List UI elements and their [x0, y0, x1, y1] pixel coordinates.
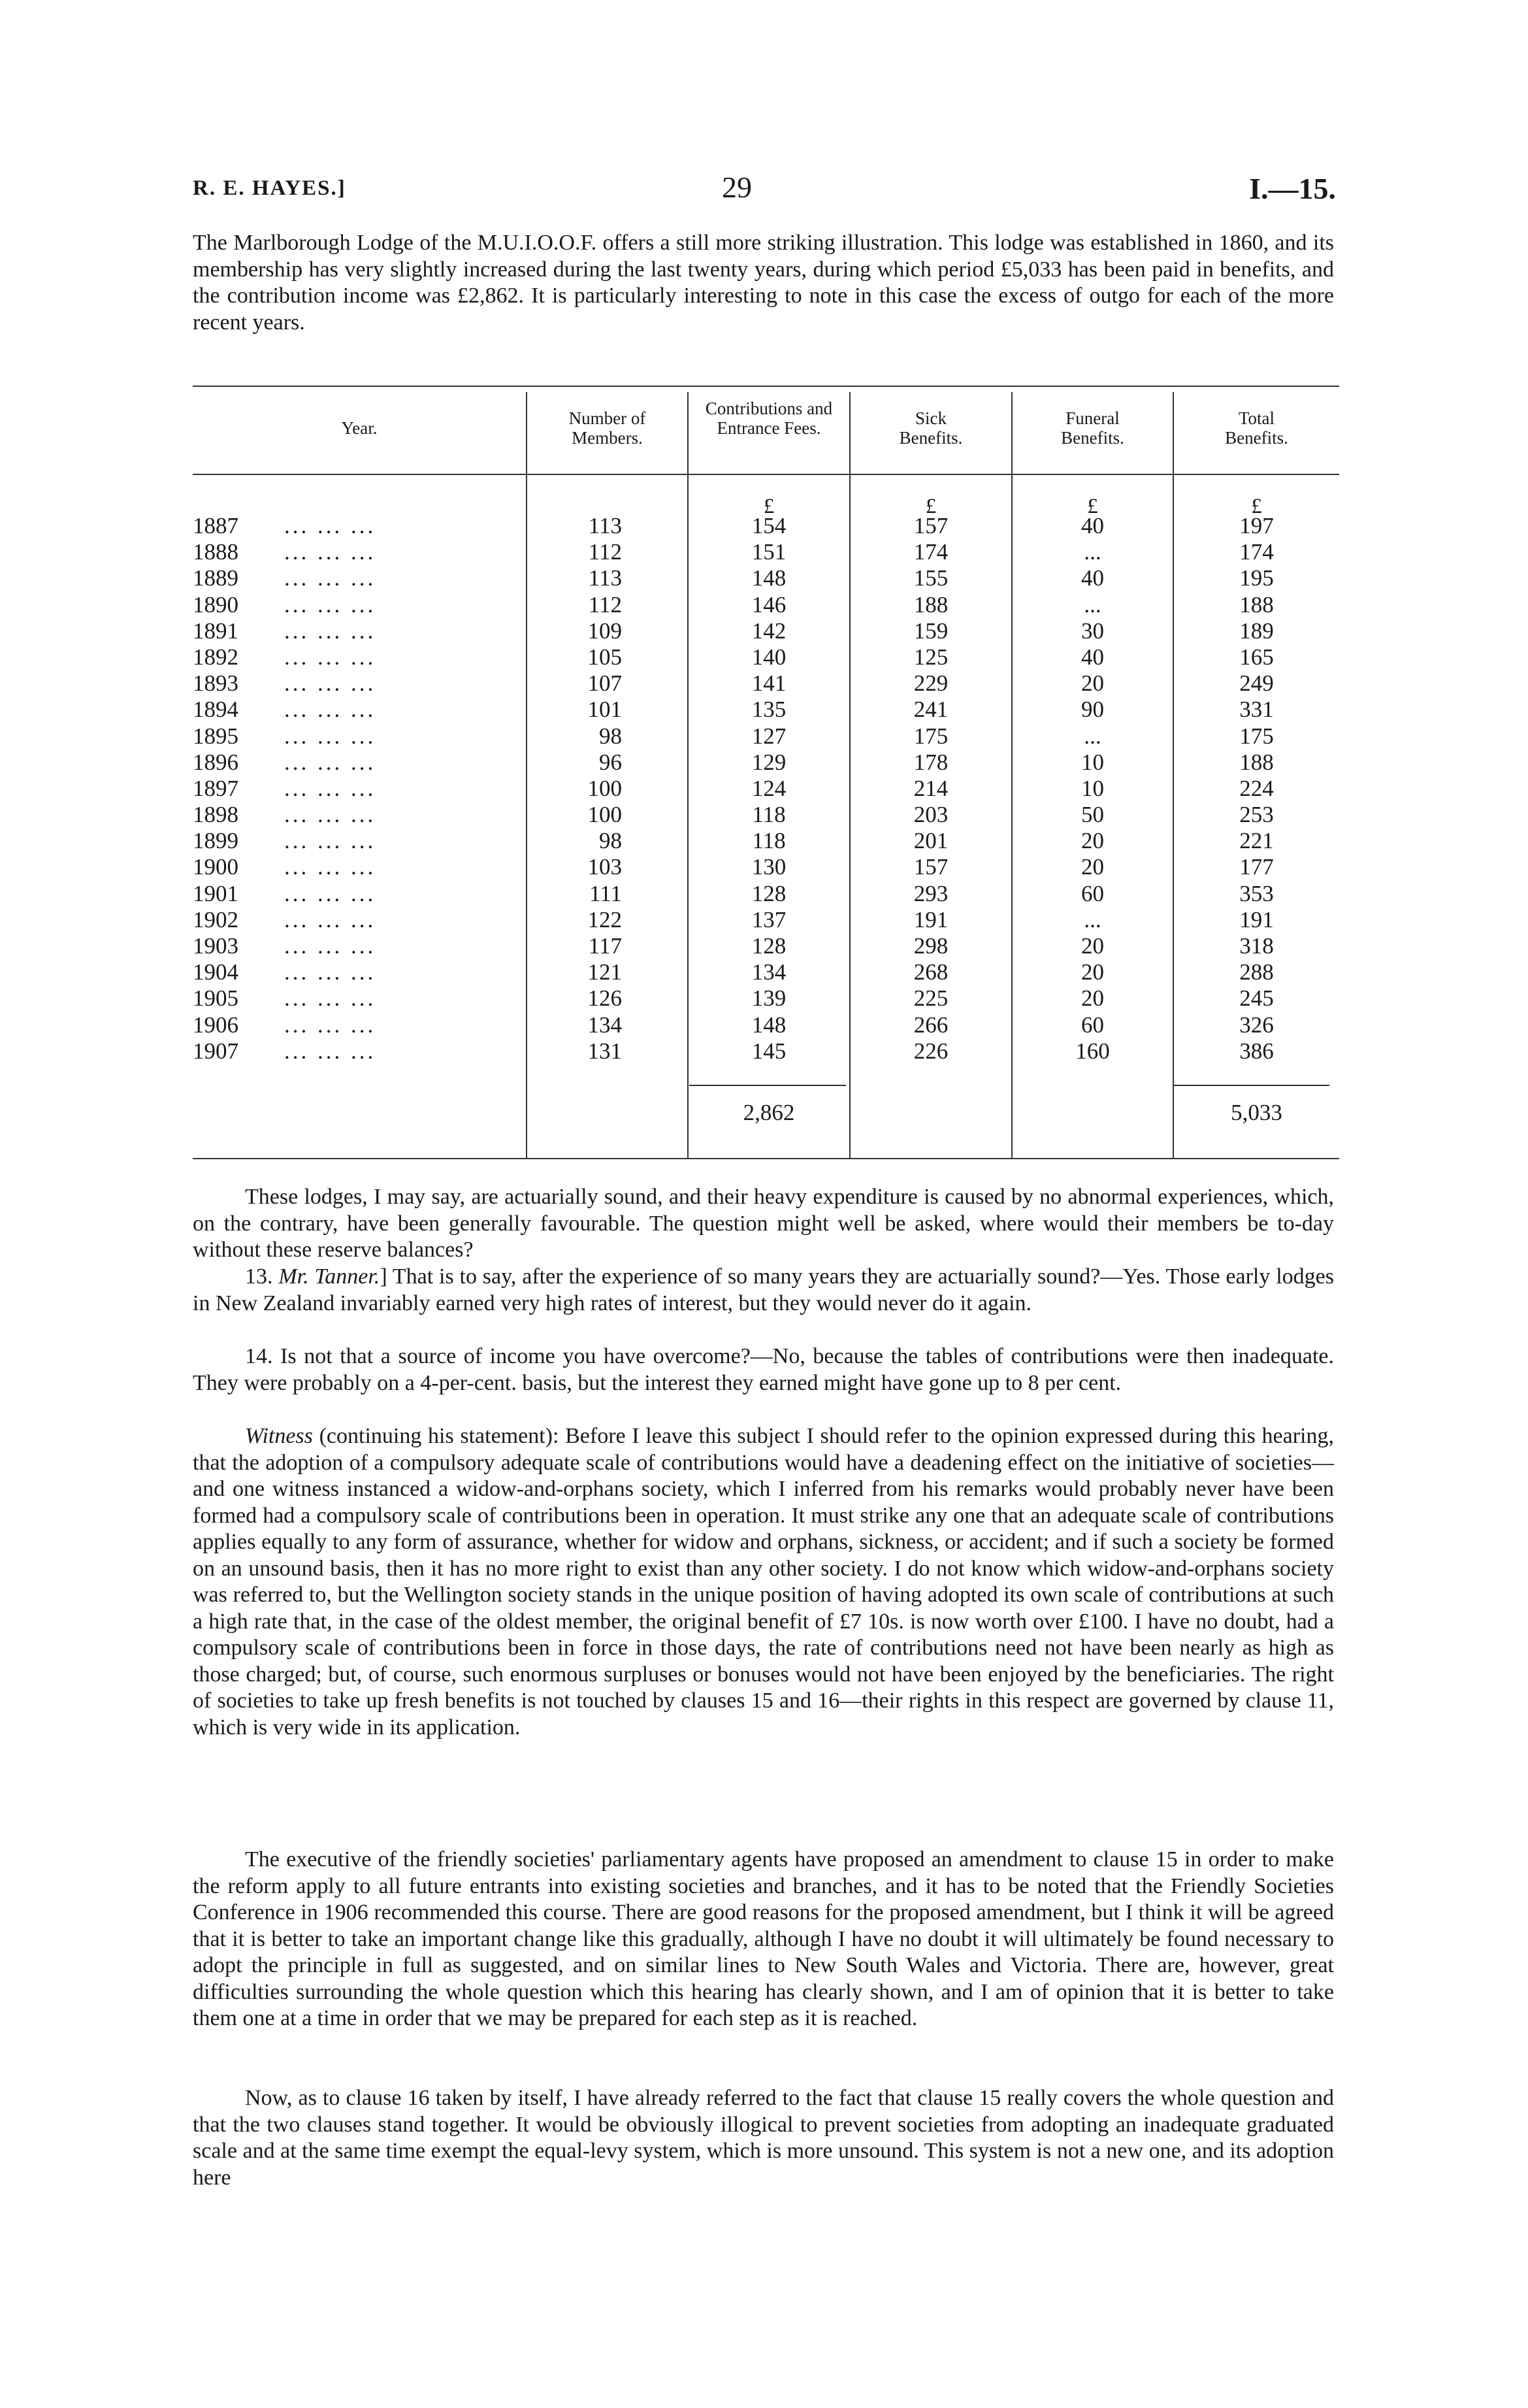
dot-leader: ... ... ... — [284, 565, 376, 591]
total-cell: 224 — [1239, 775, 1274, 801]
funeral-cell: 90 — [1081, 697, 1104, 723]
contributions-cell: 128 — [751, 933, 787, 959]
unit-total: £ — [1251, 495, 1262, 518]
funeral-cell: ... — [1084, 723, 1101, 749]
body-paragraph-5: The executive of the friendly societies' parliamentary agents have proposed an amendment to clause 15 in order to make the reform apply to all future entrants into existing societies and branches, and it has to be noted that the Friendly Societies Conference in 1906 recommended this course. There are good reasons for the proposed amendment, but I think it will be agreed that it is better to take an important change like this gradually, although I have no doubt it will ultimately be found necessary to adopt the principle in full as suggested, and on similar lines to New South Wales and Victoria. There are, however, great difficulties surrounding the whole question which this hearing has clearly shown, and I am of opinion that it is better to take them one at a time in order that we may be prepared for each step as it is reached. — [193, 1847, 1334, 2030]
sick-cell: 229 — [913, 670, 949, 697]
funeral-cell: 20 — [1081, 985, 1104, 1012]
witness-label: Witness — [245, 1424, 313, 1448]
members-cell: 113 — [588, 513, 622, 538]
dot-leader: ... ... ... — [284, 959, 376, 985]
sick-cell: 266 — [913, 1012, 949, 1038]
members-cell: 103 — [587, 854, 622, 880]
members-cell: 96 — [599, 749, 622, 775]
funeral-cell: 20 — [1081, 828, 1104, 854]
sick-cell: 268 — [913, 959, 949, 985]
intro-paragraph: The Marlborough Lodge of the M.U.I.O.O.F. offers a still more striking illustration. This lodge was established in 1860, and its membership has very slightly increased during the last twenty years, during which period £5,033 has been paid in benefits, and the contribution income was £2,862. It is particularly interesting to note in this case the excess of outgo for each of the more recent years. — [193, 231, 1334, 335]
contributions-cell: 118 — [752, 802, 786, 828]
year-cell: 1890 — [193, 591, 238, 618]
table-row — [193, 776, 519, 802]
total-cell: 253 — [1239, 802, 1274, 828]
contributions-cell: 139 — [751, 985, 787, 1012]
table-row — [193, 750, 519, 776]
total-cell: 177 — [1239, 854, 1274, 880]
contributions-cell: 151 — [751, 539, 787, 565]
table-row — [193, 985, 519, 1012]
year-cell: 1892 — [193, 644, 238, 670]
sick-cell: 178 — [913, 749, 949, 775]
dot-leader: ... ... ... — [284, 749, 376, 775]
year-cell: 1888 — [193, 539, 238, 565]
table-row — [193, 618, 519, 644]
table-row — [193, 513, 519, 539]
unit-sick: £ — [925, 495, 937, 518]
funeral-cell: 50 — [1081, 802, 1104, 828]
funeral-cell: 60 — [1081, 1012, 1104, 1038]
table-row — [193, 723, 519, 750]
dot-leader: ... ... ... — [284, 802, 376, 828]
members-cell: 109 — [587, 618, 622, 644]
total-cell: 318 — [1239, 933, 1274, 959]
contributions-column — [689, 513, 849, 1064]
total-cell: 175 — [1239, 723, 1274, 749]
members-cell: 112 — [588, 591, 622, 618]
members-cell: 122 — [587, 906, 622, 932]
total-benefits: 5,033 — [1231, 1100, 1282, 1125]
year-cell: 1900 — [193, 854, 238, 880]
dot-leader: ... ... ... — [284, 933, 376, 959]
funeral-cell: ... — [1084, 906, 1101, 932]
total-cell: 197 — [1239, 513, 1274, 538]
contributions-cell: 128 — [751, 880, 787, 906]
table-row — [193, 933, 519, 959]
table-row — [193, 854, 519, 880]
funeral-cell: 40 — [1081, 644, 1104, 670]
contributions-cell: 124 — [751, 775, 787, 801]
sick-cell: 155 — [913, 565, 949, 591]
year-cell: 1897 — [193, 775, 238, 801]
contributions-cell: 140 — [751, 644, 787, 670]
year-cell: 1905 — [193, 985, 238, 1012]
contributions-cell: 146 — [751, 591, 787, 618]
dot-leader: ... ... ... — [284, 906, 376, 932]
year-cell: 1903 — [193, 933, 238, 959]
dot-leader: ... ... ... — [284, 828, 376, 854]
dot-leader: ... ... ... — [284, 697, 376, 723]
total-cell: 249 — [1239, 670, 1274, 697]
funeral-cell: 40 — [1081, 513, 1104, 538]
contributions-cell: 127 — [751, 723, 787, 749]
body-paragraph-3: 14. Is not that a source of income you have overcome?—No, because the tables of contributions were then inadequate. They were probably on a 4-per-cent. basis, but the interest they earned might have gone up to 8 per cent. — [193, 1344, 1334, 1395]
members-column — [527, 513, 622, 1064]
table-row — [193, 644, 519, 670]
dot-leader: ... ... ... — [284, 670, 376, 697]
members-cell: 107 — [587, 670, 622, 697]
sick-cell: 174 — [913, 539, 949, 565]
sick-cell: 298 — [913, 933, 949, 959]
sick-cell: 214 — [913, 775, 949, 801]
sick-cell: 125 — [913, 644, 949, 670]
question-number: 13. — [245, 1264, 273, 1289]
page-header — [193, 171, 1336, 210]
table-row — [193, 1038, 519, 1064]
table-row — [193, 1012, 519, 1038]
benefits-table — [193, 386, 1339, 1160]
sick-cell: 157 — [913, 513, 949, 538]
body-paragraph-1: These lodges, I may say, are actuarially sound, and their heavy expenditure is caused by no abnormal experiences, which, on the contrary, have been generally favourable. The question might well be asked, where would their members be to-day without these reserve balances? — [193, 1185, 1334, 1262]
contributions-cell: 134 — [751, 959, 787, 985]
year-cell: 1896 — [193, 749, 238, 775]
header-reference: I.—15. — [1249, 172, 1336, 205]
year-cell: 1889 — [193, 565, 238, 591]
dot-leader: ... ... ... — [284, 644, 376, 670]
members-cell: 112 — [588, 539, 622, 565]
sick-cell: 225 — [913, 985, 949, 1012]
dot-leader: ... ... ... — [284, 618, 376, 644]
total-cell: 288 — [1239, 959, 1274, 985]
year-cell: 1894 — [193, 697, 238, 723]
year-cell: 1902 — [193, 906, 238, 932]
total-cell: 188 — [1239, 591, 1274, 618]
total-cell: 189 — [1239, 618, 1274, 644]
sick-cell: 159 — [913, 618, 949, 644]
year-cell: 1891 — [193, 618, 238, 644]
members-cell: 131 — [587, 1038, 622, 1064]
total-cell: 326 — [1239, 1012, 1274, 1038]
dot-leader: ... ... ... — [284, 1012, 376, 1038]
table-row — [193, 959, 519, 985]
contributions-cell: 137 — [751, 906, 787, 932]
witness-statement: (continuing his statement): Before I leave this subject I should refer to the opinion expressed during this hearing, that the adoption of a compulsory adequate scale of contributions would have a deadening effect on the initiative of societies—and one witness instanced a widow-and-orphans society, which I inferred from his remarks would probably never have been formed had a compulsory scale of contributions been in operation. It must strike any one that an adequate scale of contributions applies equally to any form of assurance, whether for widow and orphans, sickness, or accident; and if such a society be formed on an unsound basis, then it has no more right to exist than any other society. I do not know which widow-and-orphans society was referred to, but the Wellington society stands in the unique position of having adopted its own scale of contributions at such a high rate that, in the case of the oldest member, the original benefit of £7 10s. is now worth over £100. I have no doubt, had a compulsory scale of contributions been in force in those days, the rate of contributions need not have been nearly as high as those charged; but, of course, such enormous surpluses or bonuses would not have been enjoyed by the beneficiaries. The right of societies to take up fresh benefits is not touched by clauses 15 and 16—their rights in this respect are governed by clause 11, which is very wide in its application. — [193, 1424, 1334, 1740]
header-members: Number of Members. — [568, 408, 646, 448]
contributions-cell: 148 — [751, 565, 787, 591]
total-cell: 353 — [1239, 880, 1274, 906]
dot-leader: ... ... ... — [284, 1038, 376, 1064]
funeral-column — [1013, 513, 1173, 1064]
table-row — [193, 670, 519, 697]
members-cell: 100 — [587, 775, 622, 801]
table-row — [193, 592, 519, 618]
sick-cell: 191 — [913, 906, 949, 932]
year-cell: 1907 — [193, 1038, 238, 1064]
header-contributions: Contributions and Entrance Fees. — [705, 399, 833, 438]
table-row — [193, 565, 519, 591]
members-cell: 105 — [587, 644, 622, 670]
total-cell: 191 — [1239, 906, 1274, 932]
members-cell: 111 — [589, 880, 622, 906]
sick-cell: 241 — [913, 697, 949, 723]
table-row — [193, 881, 519, 907]
members-cell: 113 — [588, 565, 622, 591]
funeral-cell: 10 — [1081, 749, 1104, 775]
members-cell: 101 — [587, 697, 622, 723]
year-cell: 1899 — [193, 828, 238, 854]
sick-cell: 201 — [913, 828, 949, 854]
contributions-cell: 135 — [751, 697, 787, 723]
header-year: Year. — [341, 418, 378, 438]
funeral-cell: 30 — [1081, 618, 1104, 644]
sick-cell: 175 — [913, 723, 949, 749]
contributions-cell: 118 — [752, 828, 786, 854]
funeral-cell: ... — [1084, 539, 1101, 565]
contributions-cell: 142 — [751, 618, 787, 644]
total-cell: 245 — [1239, 985, 1274, 1012]
total-cell: 386 — [1239, 1038, 1274, 1064]
table-row — [193, 539, 519, 565]
year-column — [193, 513, 519, 1064]
funeral-cell: 10 — [1081, 775, 1104, 801]
question-text: ] That is to say, after the experience of so many years they are actuarially sound?—Yes. Those early lodges in New Zealand invariably earned very high rates of interest, but they would never do it again. — [193, 1264, 1334, 1315]
total-cell: 165 — [1239, 644, 1274, 670]
funeral-cell: 160 — [1075, 1038, 1110, 1064]
table-row — [193, 828, 519, 854]
header-total: Total Benefits. — [1225, 408, 1288, 448]
total-cell: 195 — [1239, 565, 1274, 591]
members-cell: 100 — [587, 802, 622, 828]
sick-cell: 188 — [913, 591, 949, 618]
year-cell: 1906 — [193, 1012, 238, 1038]
dot-leader: ... ... ... — [284, 539, 376, 565]
dot-leader: ... ... ... — [284, 723, 376, 749]
total-cell: 331 — [1239, 697, 1274, 723]
page-number: 29 — [722, 171, 752, 204]
funeral-cell: 20 — [1081, 959, 1104, 985]
funeral-cell: 20 — [1081, 933, 1104, 959]
year-cell: 1898 — [193, 802, 238, 828]
year-cell: 1893 — [193, 670, 238, 697]
funeral-cell: 60 — [1081, 880, 1104, 906]
table-row — [193, 907, 519, 933]
dot-leader: ... ... ... — [284, 985, 376, 1012]
body-paragraph-2 — [193, 1264, 1334, 1317]
total-cell: 174 — [1239, 539, 1274, 565]
body-paragraph-6: Now, as to clause 16 taken by itself, I have already referred to the fact that clause 15 really covers the whole question and that the two clauses stand together. It would be obviously illogical to prevent societies from adopting an inadequate graduated scale and at the same time exempt the equal-levy system, which is more unsound. This system is not a new one, and its adoption here — [193, 2086, 1334, 2190]
dot-leader: ... ... ... — [284, 591, 376, 618]
funeral-cell: ... — [1084, 591, 1101, 618]
sick-cell: 226 — [913, 1038, 949, 1064]
table-row — [193, 802, 519, 828]
sick-cell: 293 — [913, 880, 949, 906]
header-sick: Sick Benefits. — [899, 408, 963, 448]
contributions-cell: 145 — [751, 1038, 787, 1064]
contributions-cell: 154 — [751, 513, 787, 538]
total-contributions: 2,862 — [743, 1100, 795, 1125]
members-cell: 121 — [587, 959, 622, 985]
header-funeral: Funeral Benefits. — [1061, 408, 1124, 448]
year-cell: 1904 — [193, 959, 238, 985]
sick-cell: 157 — [913, 854, 949, 880]
members-cell: 126 — [587, 985, 622, 1012]
dot-leader: ... ... ... — [284, 513, 376, 538]
body-paragraph-4 — [193, 1423, 1334, 1741]
members-cell: 117 — [588, 933, 622, 959]
header-author: R. E. HAYES.] — [193, 176, 346, 200]
sick-column — [851, 513, 1011, 1064]
sick-cell: 203 — [913, 802, 949, 828]
contributions-cell: 148 — [751, 1012, 787, 1038]
year-cell: 1895 — [193, 723, 238, 749]
unit-funeral: £ — [1087, 495, 1098, 518]
members-cell: 98 — [599, 828, 622, 854]
funeral-cell: 20 — [1081, 854, 1104, 880]
year-cell: 1887 — [193, 513, 238, 538]
funeral-cell: 20 — [1081, 670, 1104, 697]
members-cell: 134 — [587, 1012, 622, 1038]
contributions-cell: 129 — [751, 749, 787, 775]
dot-leader: ... ... ... — [284, 854, 376, 880]
contributions-cell: 141 — [751, 670, 787, 697]
year-cell: 1901 — [193, 880, 238, 906]
dot-leader: ... ... ... — [284, 880, 376, 906]
funeral-cell: 40 — [1081, 565, 1104, 591]
unit-contributions: £ — [763, 495, 775, 518]
speaker-name: Mr. Tanner. — [278, 1264, 380, 1289]
members-cell: 98 — [599, 723, 622, 749]
contributions-cell: 130 — [751, 854, 787, 880]
total-cell: 188 — [1239, 749, 1274, 775]
table-row — [193, 697, 519, 723]
total-cell: 221 — [1239, 828, 1274, 854]
total-column — [1174, 513, 1339, 1064]
dot-leader: ... ... ... — [284, 775, 376, 801]
